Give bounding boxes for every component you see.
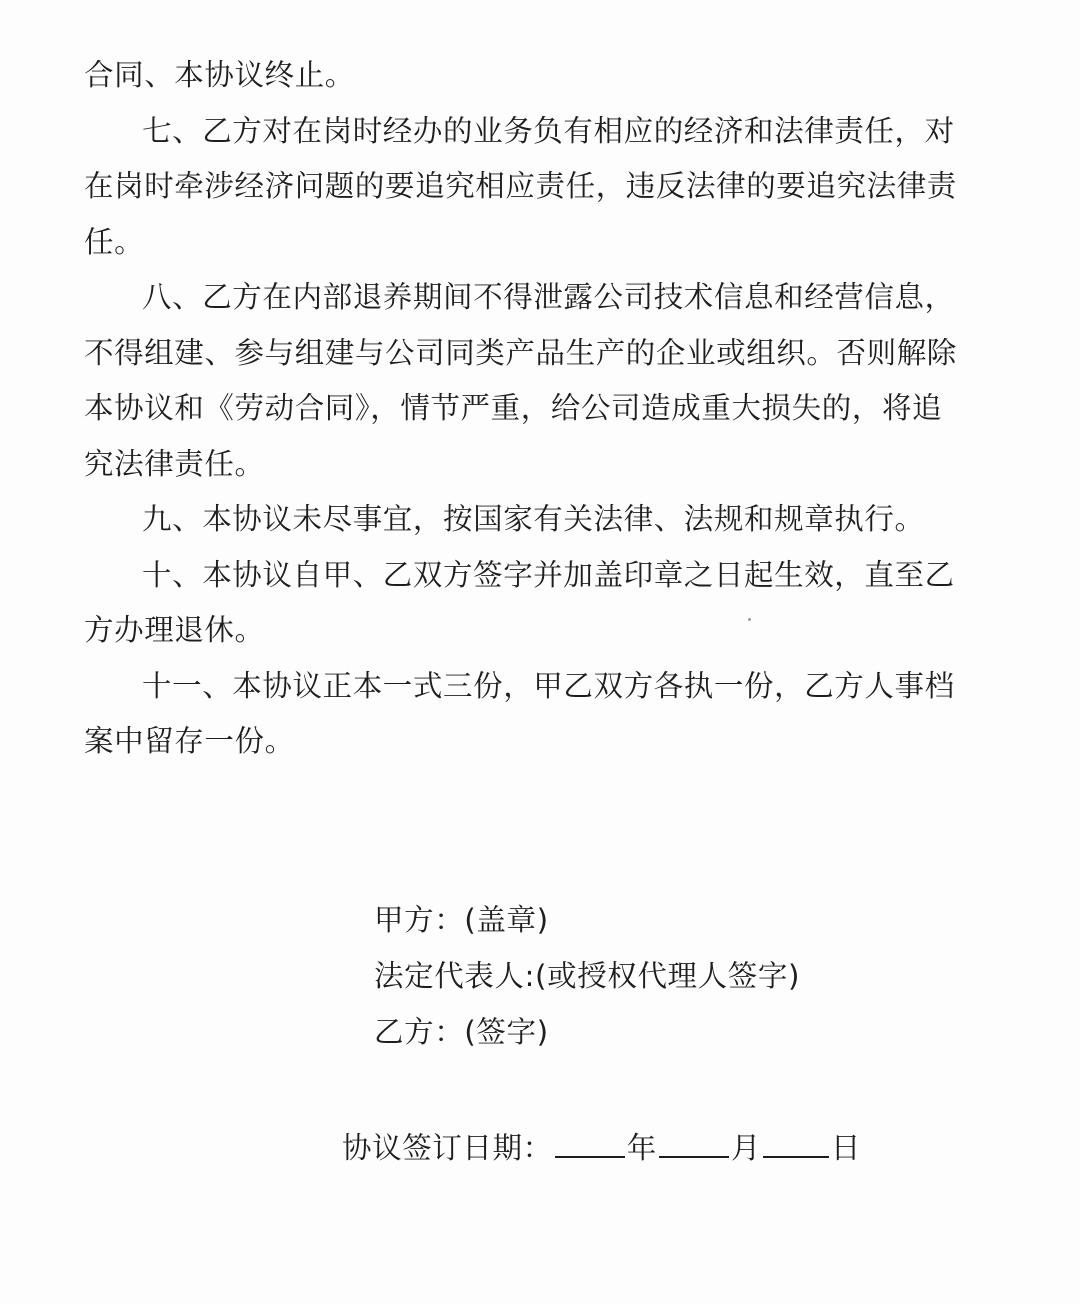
clause-8-line: 本协议和《劳动合同》，情节严重，给公司造成重大损失的，将追 bbox=[84, 391, 943, 425]
clause-9-line: 九、本协议未尽事宜，按国家有关法律、法规和规章执行。 bbox=[142, 502, 925, 536]
clause-11-line: 十一、本协议正本一式三份，甲乙双方各执一份，乙方人事档 bbox=[142, 668, 955, 703]
year-blank bbox=[555, 1122, 625, 1158]
day-blank bbox=[763, 1122, 829, 1158]
clause-continuation-line: 合同、本协议终止。 bbox=[84, 58, 355, 92]
clause-11-line: 案中留存一份。 bbox=[84, 724, 295, 758]
year-label: 年 bbox=[626, 1131, 657, 1165]
clause-8-line: 究法律责任。 bbox=[84, 446, 265, 481]
agreement-body bbox=[84, 48, 984, 770]
month-label: 月 bbox=[730, 1131, 761, 1165]
clause-10-line: 十、本协议自甲、乙双方签字并加盖印章之日起生效，直至乙 bbox=[142, 557, 955, 592]
month-blank bbox=[659, 1122, 729, 1158]
party-b-signature-label: 乙方：(签字) bbox=[374, 1015, 549, 1049]
clause-10-line: 方办理退休。 bbox=[84, 613, 265, 647]
signing-date-line bbox=[342, 1122, 861, 1170]
signing-date-label: 协议签订日期： bbox=[342, 1131, 553, 1165]
clause-8-line: 八、乙方在内部退养期间不得泄露公司技术信息和经营信息， bbox=[142, 280, 955, 314]
clause-7-line: 在岗时牵涉经济问题的要追究相应责任，违反法律的要追究法律责 bbox=[84, 169, 957, 203]
day-label: 日 bbox=[830, 1131, 862, 1165]
clause-7-line: 七、乙方对在岗时经办的业务负有相应的经济和法律责任，对 bbox=[142, 113, 955, 148]
signature-block bbox=[374, 892, 800, 1060]
legal-representative-label: 法定代表人:(或授权代理人签字) bbox=[374, 959, 801, 993]
clause-8-line: 不得组建、参与组建与公司同类产品生产的企业或组织。否则解除 bbox=[84, 335, 957, 370]
clause-7-line: 任。 bbox=[84, 224, 145, 259]
party-a-seal-label: 甲方：(盖章) bbox=[374, 903, 549, 937]
scan-speck bbox=[748, 618, 751, 621]
